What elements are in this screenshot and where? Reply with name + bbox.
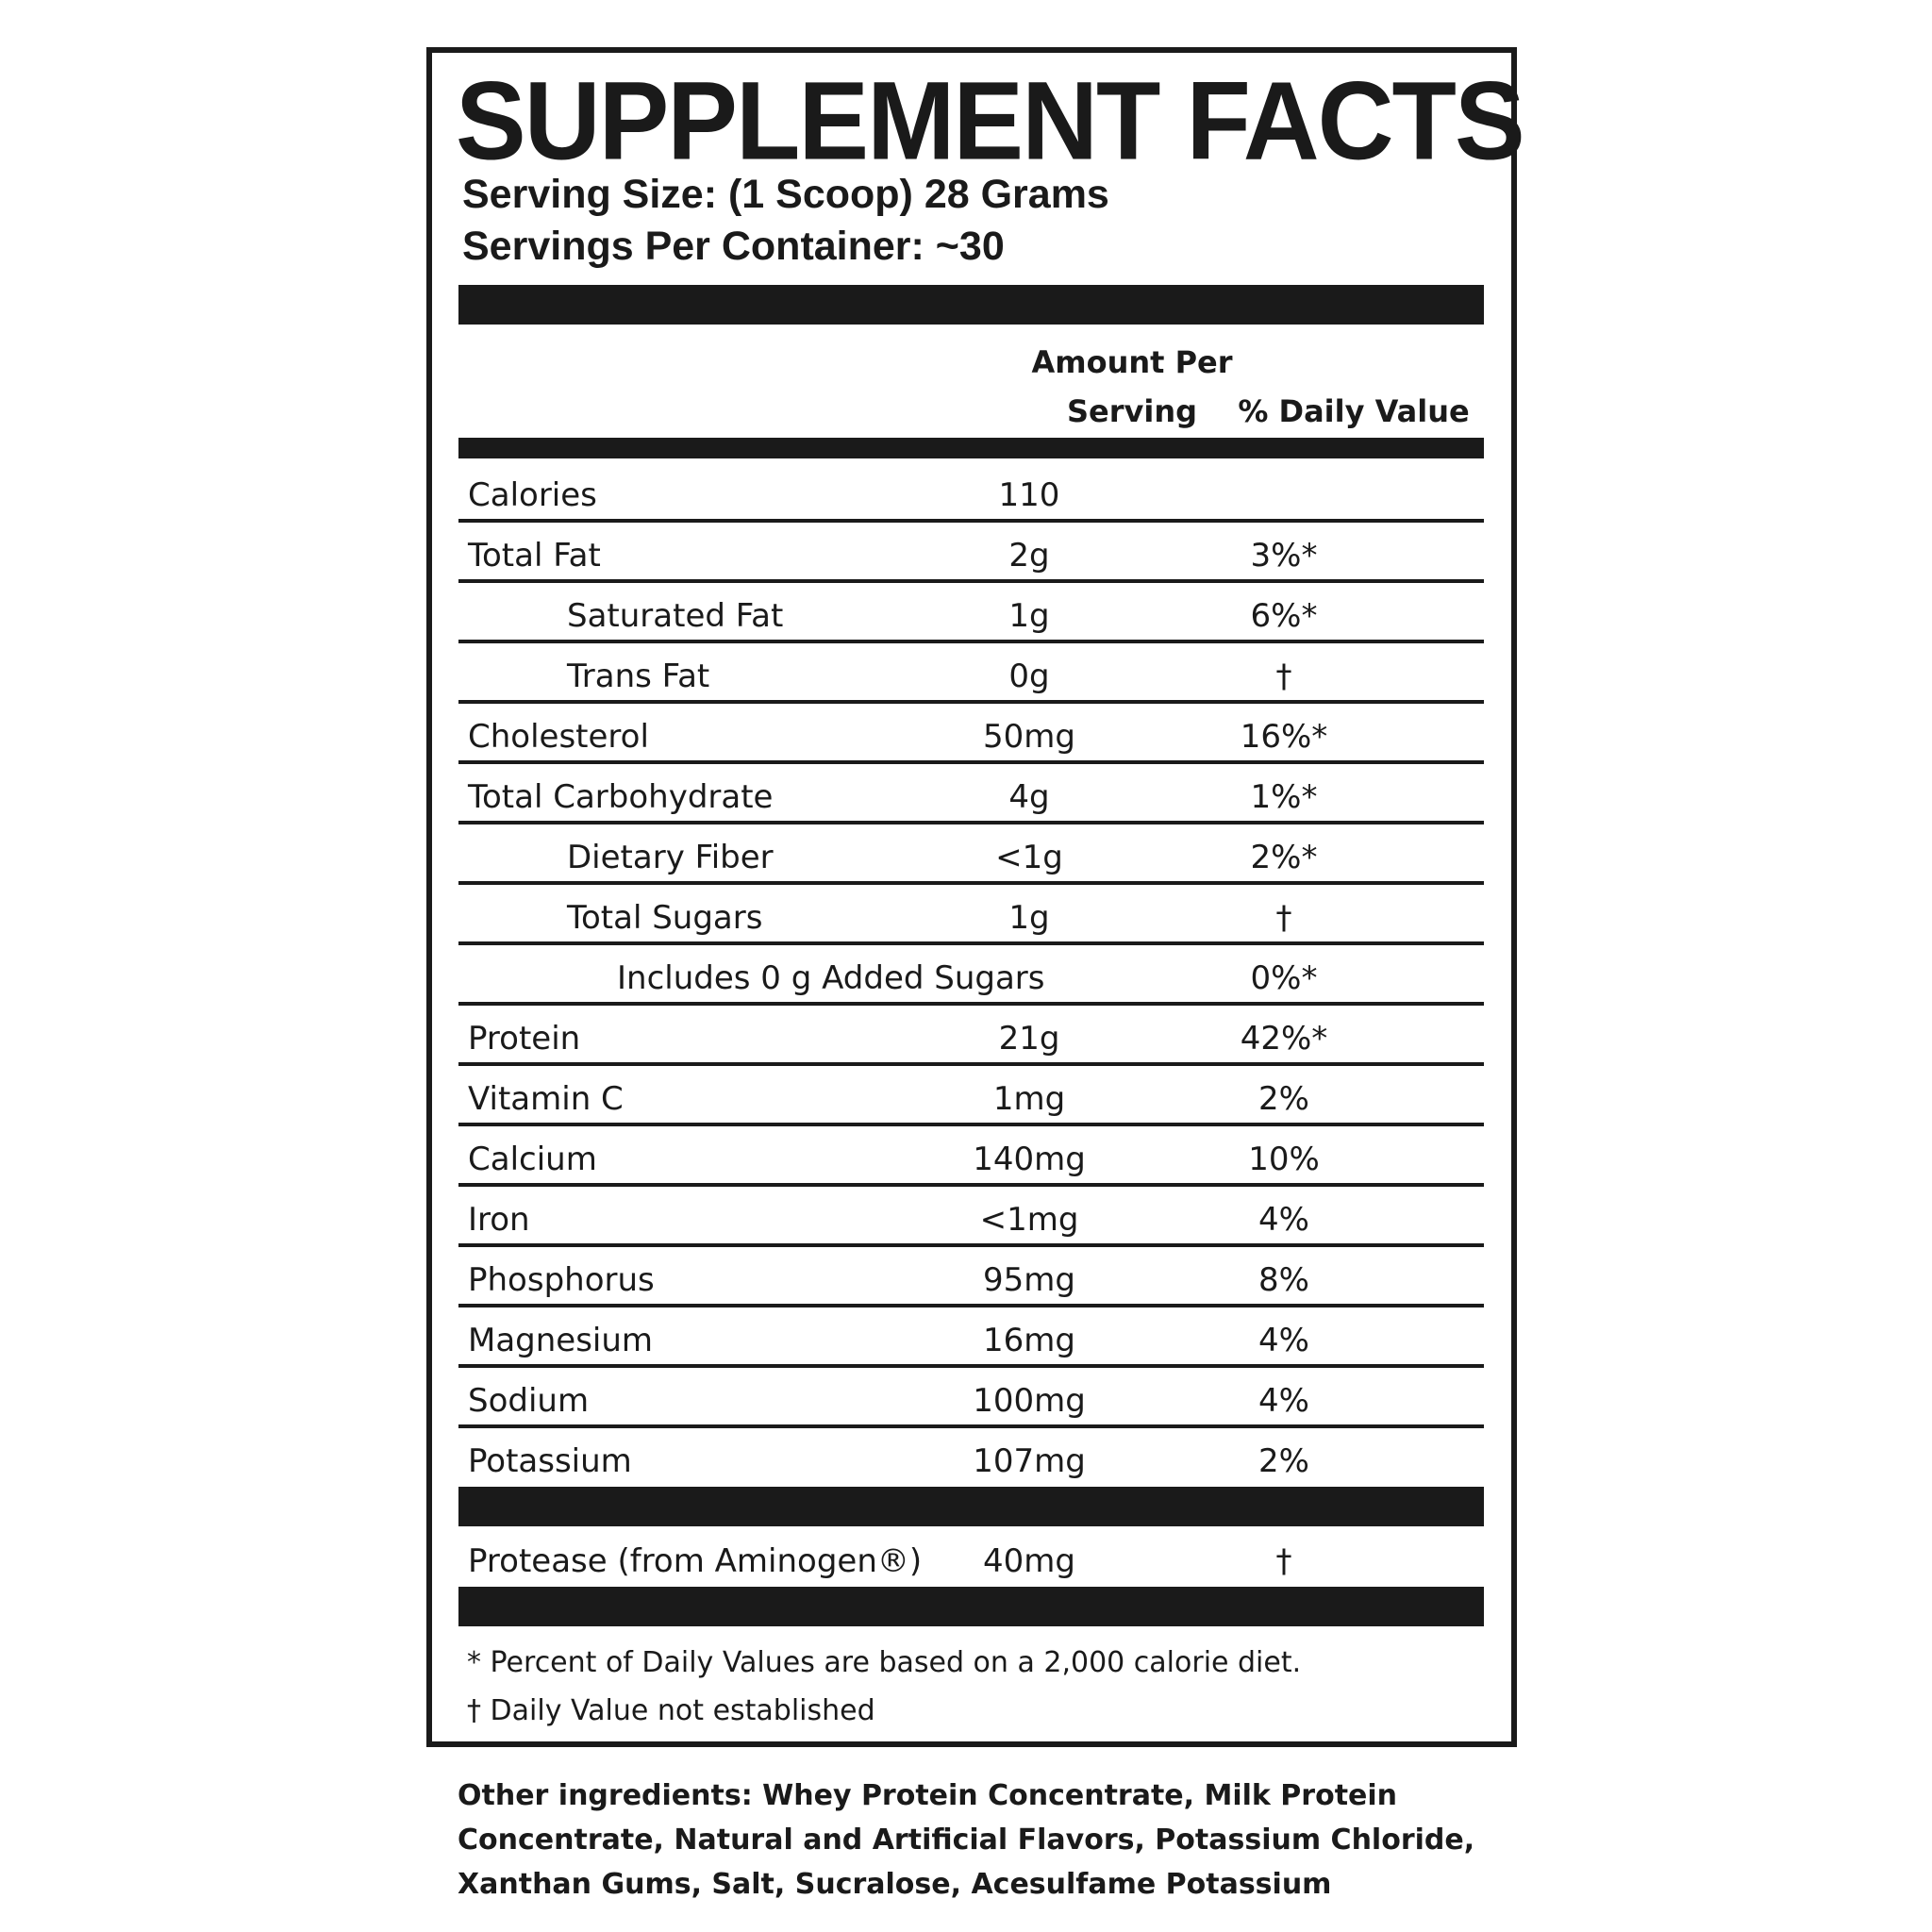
nutrient-row [458,764,1484,824]
nutrient-name: Calcium [468,1141,597,1178]
nutrient-amount: 110 [998,476,1060,514]
nutrient-daily-value: 4% [1258,1322,1309,1359]
nutrient-name: Potassium [468,1442,632,1480]
nutrient-daily-value: 6%* [1250,597,1318,635]
nutrient-daily-value: 0%* [1250,959,1318,997]
nutrient-amount: 4g [1008,778,1050,816]
nutrient-amount: 21g [998,1020,1060,1058]
nutrient-daily-value: 2% [1258,1080,1309,1118]
label-title: SUPPLEMENT FACTS [456,58,1524,183]
nutrient-daily-value: 8% [1258,1261,1309,1299]
nutrient-amount: <1mg [979,1201,1079,1239]
nutrient-amount: 1g [1008,597,1050,635]
nutrient-name: Total Fat [468,537,601,575]
nutrient-daily-value: 2%* [1250,839,1318,876]
nutrient-name: Cholesterol [468,718,649,756]
nutrient-daily-value: 42%* [1240,1020,1328,1058]
nutrient-row [458,523,1484,583]
nutrient-row [458,1066,1484,1126]
nutrient-amount: 2g [1008,537,1050,575]
daily-value-header: % Daily Value [1238,393,1470,429]
nutrient-daily-value: † [1275,658,1292,695]
nutrient-amount: 16mg [983,1322,1075,1359]
other-ingredients-line: Concentrate, Natural and Artificial Flavors, Potassium Chloride, [458,1824,1475,1857]
nutrient-amount: 140mg [973,1141,1086,1178]
nutrient-name: Magnesium [468,1322,654,1359]
amount-header-line1: Amount Per [1031,344,1233,380]
nutrient-name: Trans Fat [567,658,710,695]
nutrient-row [458,1126,1484,1187]
nutrient-daily-value: † [1275,899,1292,937]
proprietary-name: Protease (from Aminogen®) [468,1542,923,1580]
nutrient-amount: <1g [995,839,1063,876]
nutrient-daily-value: 2% [1258,1442,1309,1480]
nutrient-name: Iron [468,1201,530,1239]
nutrient-row [458,945,1484,1006]
nutrient-row [458,1247,1484,1307]
nutrient-name: Saturated Fat [567,597,784,635]
other-ingredients-line: Xanthan Gums, Salt, Sucralose, Acesulfame Potassium [458,1868,1332,1901]
nutrient-daily-value: 3%* [1250,537,1318,575]
nutrient-name: Includes 0 g Added Sugars [617,959,1045,997]
nutrient-name: Calories [468,476,597,514]
nutrient-amount: 1g [1008,899,1050,937]
nutrient-row [458,885,1484,945]
other-ingredients [458,1774,1475,1907]
nutrient-row [458,643,1484,704]
nutrient-daily-value: 16%* [1240,718,1328,756]
thick-divider-bottom [458,1587,1484,1626]
nutrient-daily-value: 1%* [1250,778,1318,816]
nutrient-daily-value: 10% [1248,1141,1320,1178]
nutrient-name: Total Carbohydrate [468,778,774,816]
nutrient-name: Phosphorus [468,1261,655,1299]
nutrient-name: Protein [468,1020,581,1058]
nutrient-row [458,824,1484,885]
proprietary-row [458,1528,1484,1589]
footnote-percent: * Percent of Daily Values are based on a 2,000 calorie diet. [467,1646,1302,1679]
nutrient-row [458,462,1484,523]
thick-divider-proprietary [458,1487,1484,1526]
nutrient-amount: 95mg [983,1261,1075,1299]
nutrient-row [458,583,1484,643]
amount-header-line2: Serving [1066,393,1198,429]
nutrient-amount: 0g [1008,658,1050,695]
nutrient-name: Vitamin C [468,1080,624,1118]
nutrient-amount: 107mg [973,1442,1086,1480]
nutrient-name: Total Sugars [567,899,763,937]
nutrient-daily-value: 4% [1258,1382,1309,1420]
nutrient-row [458,1307,1484,1368]
thick-divider-header [458,438,1484,458]
nutrient-amount: 100mg [973,1382,1086,1420]
proprietary-daily-value: † [1275,1542,1292,1580]
footnote-dagger: † Daily Value not established [467,1694,875,1727]
nutrient-amount: 1mg [992,1080,1066,1118]
nutrient-row [458,1428,1484,1489]
proprietary-amount: 40mg [983,1542,1075,1580]
nutrient-name: Dietary Fiber [567,839,774,876]
serving-size: Serving Size: (1 Scoop) 28 Grams [462,172,1109,217]
nutrient-row [458,1368,1484,1428]
other-ingredients-line: Other ingredients: Whey Protein Concentrate, Milk Protein [458,1779,1398,1812]
nutrient-row [458,1187,1484,1247]
nutrient-daily-value: 4% [1258,1201,1309,1239]
nutrient-row [458,1006,1484,1066]
nutrient-name: Sodium [468,1382,590,1420]
servings-per-container: Servings Per Container: ~30 [462,224,1005,269]
nutrient-row [458,704,1484,764]
nutrient-amount: 50mg [983,718,1075,756]
thick-divider-top [458,285,1484,325]
